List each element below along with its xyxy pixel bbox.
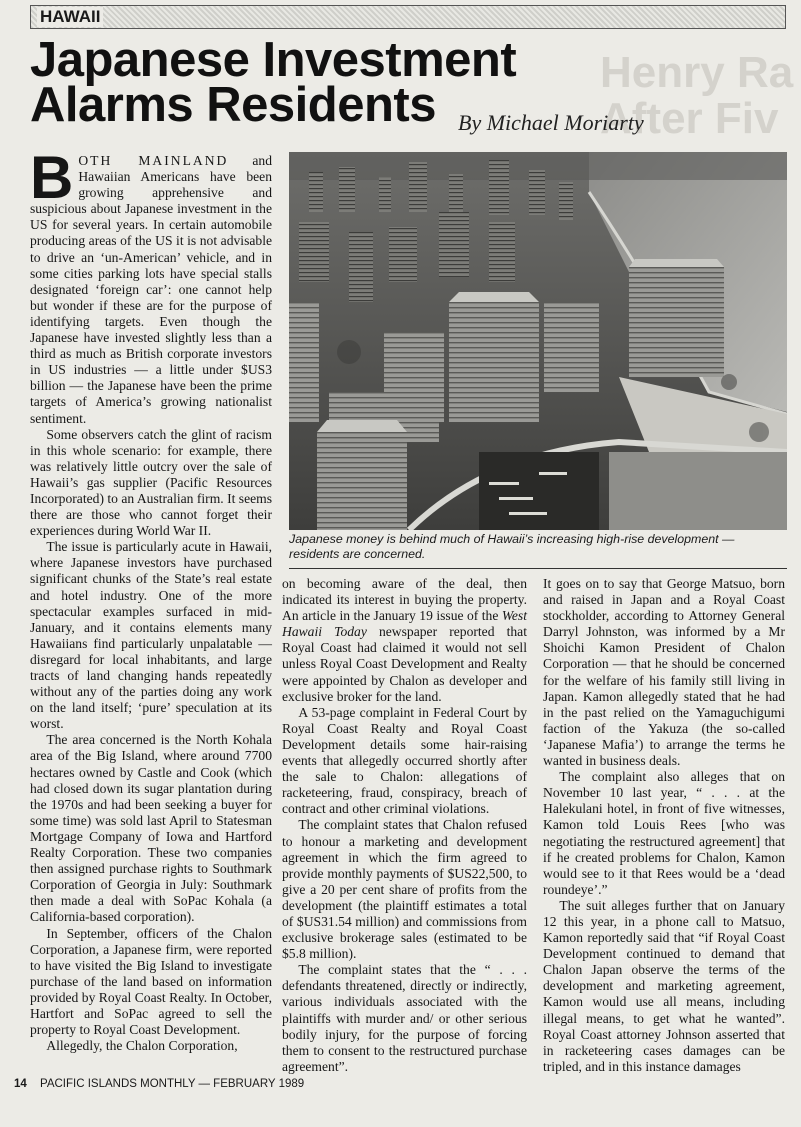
- headline-line-2: Alarms Residents: [30, 78, 436, 132]
- article-column-3: [543, 576, 785, 1075]
- section-label: HAWAII: [37, 7, 103, 27]
- caption-divider: [289, 568, 787, 569]
- page-number: 14: [14, 1078, 27, 1090]
- drop-cap: B: [30, 144, 74, 211]
- article-column-1: [30, 144, 272, 1054]
- paragraph-text: newspaper reported that Royal Coast had claimed it would not sell unless Royal Coast Development and Realty were appointed by Chalon as developer and exclusive broker for the land.: [282, 624, 527, 704]
- article-paragraph: The area concerned is the North Kohala area of the Big Island, where around 7700 hectares owned by Castle and Cook (which had closed down its sugar plantation during the 1970s and had been seeking a buyer for some time) was sold last April to Statesman Mortgage Company of Iowa and Hartford Realty Corporation. These two companies then assigned purchase rights to Southmark Corporation of Georgia in July: Southmark then made a deal with SoPac Kohala (a California-based corporation).: [30, 732, 272, 925]
- article-column-2: [282, 576, 527, 1075]
- article-paragraph: It goes on to say that George Matsuo, born and raised in Japan and a Royal Coast stockholder, according to Attorney General Darryl Johnston, was informed by a Mr Shoichi Kamon President of Chalon Corporation — that he should be concerned for the welfare of his family still living in Japan. Kamon allegedly stated that he had in the past relied on the Yamaguchigumi faction of the Yakuza (the so-called ‘Japanese Mafia’) to arrange the terms he wanted in business deals.: [543, 576, 785, 769]
- article-paragraph: The suit alleges further that on January 12 this year, in a phone call to Matsuo, Kamon reportedly said that “if Royal Coast Development continued to demand that Chalon Japan observe the terms of the development and marketing agreement, Kamon would use all means, including illegal means, to get what he wanted”. Royal Coast attorney Johnson asserted that in racketeering cases damages can be tripled, and in this instance damages: [543, 897, 785, 1074]
- page-footer: [14, 1078, 304, 1090]
- bleed-through-line-1: Henry Ra: [600, 50, 794, 97]
- photo-caption: Japanese money is behind much of Hawaii’s increasing high-rise development — residents are concerned.: [289, 532, 735, 561]
- article-paragraph: The complaint states that the “ . . . defendants threatened, directly or indirectly, various individuals associated with the plaintiffs with murder and/ or other serious bodily injury, for the purpose of forcing them to consent to the restructured purchase agreement”.: [282, 962, 527, 1074]
- article-paragraph: Some observers catch the glint of racism in this whole scenario: for example, there was relatively little outcry over the sale of Hawaii’s gas supplier (Pacific Resources Incorporated) to an Australian firm. It seems there are those who cannot forget their experiences during World War II.: [30, 426, 272, 539]
- article-paragraph: The complaint states that Chalon refused to honour a marketing and development agreement in which the firm agreed to provide monthly payments of $US22,500, to give a 20 per cent share of profits from the development (the plaintiff estimates a total of $US31.54 million) and commissions from exclusive brokerage sales (estimated to be $5.8 million).: [282, 817, 527, 962]
- paragraph-text: on becoming aware of the deal, then indicated its interest in buying the property. An article in the January 19 issue of the: [282, 576, 527, 624]
- article-paragraph: A 53-page complaint in Federal Court by Royal Coast Realty and Royal Coast Development details some hair-raising events that allegedly occurred shortly after the sale to Chalon: allegations of racketeering, fraud, conspiracy, breach of contract and other criminal violations.: [282, 704, 527, 817]
- article-paragraph: [282, 576, 527, 705]
- article-paragraph: Allegedly, the Chalon Corporation,: [46, 1038, 238, 1054]
- headline-line-1: Japanese Investment: [30, 33, 517, 87]
- publication-name: West Hawaii Today: [282, 608, 527, 640]
- publication-footer: PACIFIC ISLANDS MONTHLY — FEBRUARY 1989: [40, 1078, 305, 1090]
- section-header-bar: [30, 5, 786, 29]
- article-paragraph: The issue is particularly acute in Hawaii, where Japanese investors have purchased significant chunks of the State’s real estate and hotel industry. One of the more spectacular examples surfaced in mid-January, and it contains elements many Hawaiians find particularly unpalatable — disregard for local inhabitants, and large tracts of land changing hands repeatedly without any of the parties doing any work on the land itself; ‘pure’ speculation at its worst.: [30, 539, 272, 732]
- lead-small-caps: OTH MAINLAND: [78, 153, 229, 168]
- article-paragraph: [30, 144, 272, 427]
- article-paragraph: The complaint also alleges that on November 10 last year, “ . . . at the Halekulani hotel, in front of five witnesses, Kamon told Louis Rees [who was negotiating the restructured agreement] that if he created problems for Chalon, Kamon would see to it that Rees would be a ‘dead roundeye’.”: [543, 769, 785, 897]
- paragraph-text: and Hawaiian Americans have been growing apprehensive and suspicious about Japanese investment in the US for several years. In certain automobile producing areas of the US it is not advisable to drive an ‘un-American’ vehicle, and in some cities parking lots have special stalls designated ‘foreign car’: one cannot help but wonder if these are for the purpose of identifying targets. Even though the Japanese have invested slightly less than a third as much as British corporate investors in US industries — a little under $US3 billion — the Japanese have been the prime targets of America’s growing nationalist sentiment.: [30, 153, 272, 426]
- article-paragraph: In September, officers of the Chalon Corporation, a Japanese firm, were reported to have visited the Big Island to investigate purchase of the land based on information provided by Royal Coast Realty. In October, Hartfort and SoPac agreed to sell the property to Royal Coast Development.: [30, 925, 272, 1038]
- aerial-photo-waikiki: [289, 152, 787, 530]
- byline: By Michael Moriarty: [458, 110, 644, 135]
- bleed-through-line-2: After Fiv: [600, 94, 779, 142]
